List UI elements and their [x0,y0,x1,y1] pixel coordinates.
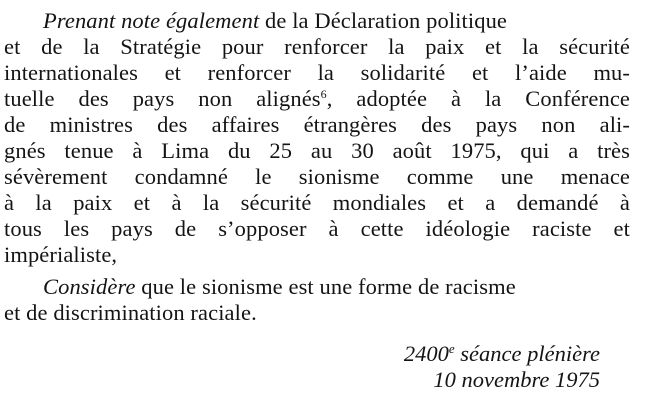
text-line [43,274,516,300]
text-line: sévèrement condamné le sionisme comme une menace [4,164,630,189]
meeting-number: 2400 [403,341,449,366]
text-line: et de discrimination raciale. [4,300,257,325]
text-line: tous les pays de s’opposer à cette idéologie raciste et [4,216,630,241]
text-line [43,8,507,34]
text-run: de la Déclaration politique [259,8,508,33]
italic-lead: Prenant note également [43,8,260,33]
signature-date: 10 novembre 1975 [433,367,600,392]
text-line: impérialiste, [4,242,118,267]
ordinal-suffix: e [448,341,455,356]
signature-meeting [404,341,600,367]
text-line: internationales et renforcer la solidarité et l’aide mu- [4,60,630,85]
text-run: que le sionisme est une forme de racisme [135,274,516,299]
italic-lead: Considère [43,274,136,299]
text-run: , adoptée à la Conférence [326,86,630,111]
text-line: de ministres des affaires étrangères des pays non ali- [4,112,630,137]
text-line: gnés tenue à Lima du 25 au 30 août 1975, qui a très [4,138,630,163]
text-run: tuelle des pays non alignés [4,86,321,111]
meeting-label: séance plénière [454,341,600,366]
text-line: et de la Stratégie pour renforcer la paix et la sécurité [4,34,630,59]
text-line [4,86,630,112]
footnote-marker: 6 [320,87,327,101]
text-line: à la paix et à la sécurité mondiales et a demandé à [4,190,630,215]
